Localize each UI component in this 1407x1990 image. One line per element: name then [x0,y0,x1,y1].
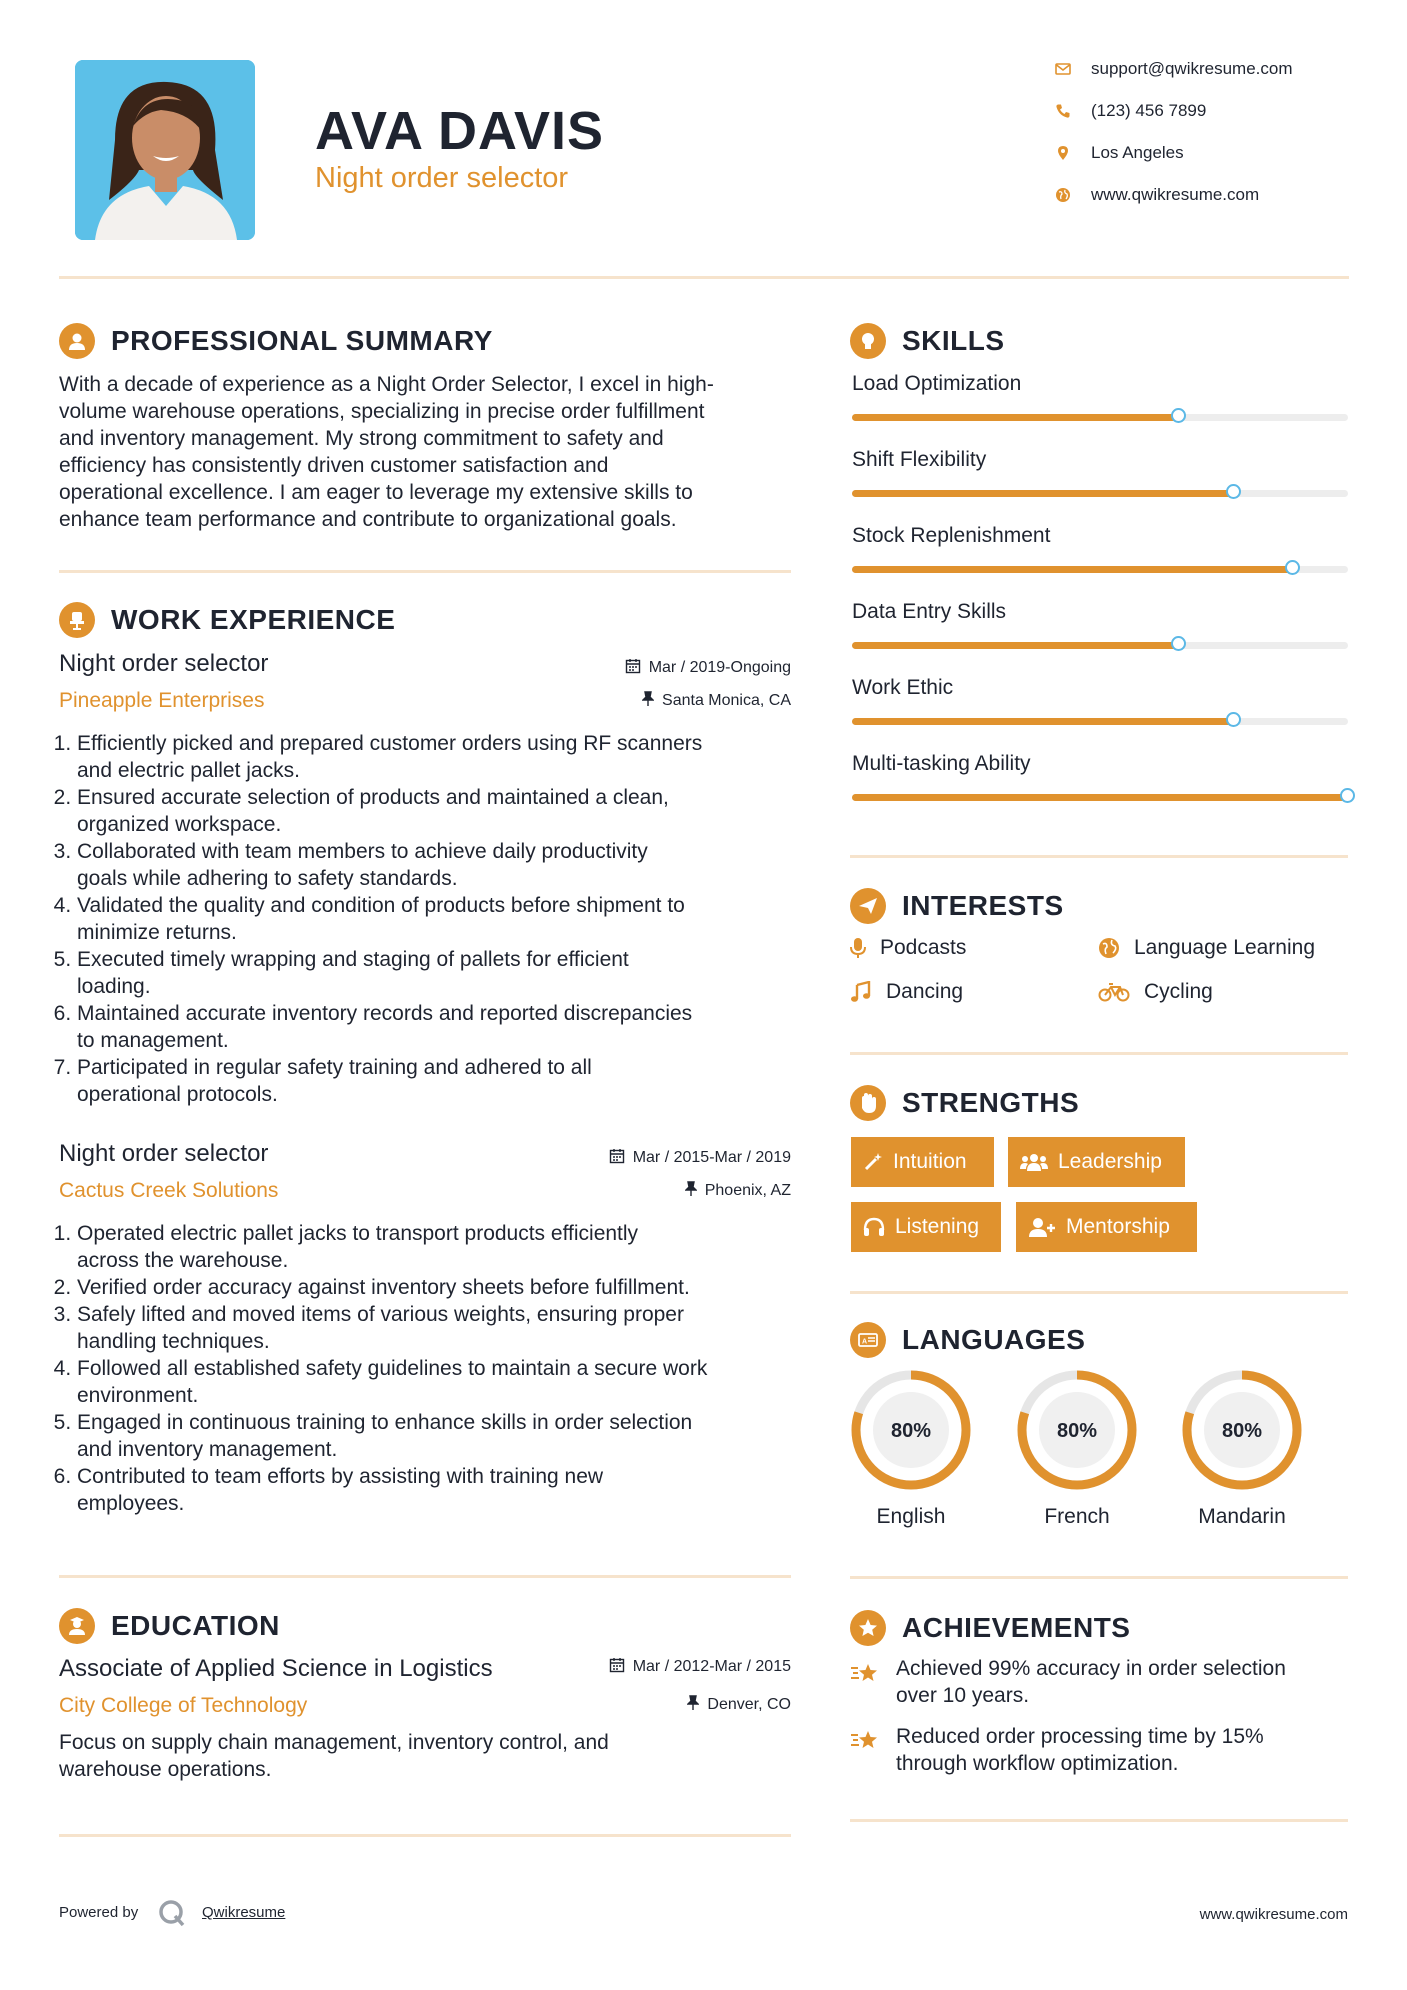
pushpin-icon [642,691,654,707]
experience-heading [59,602,395,638]
magic-wand-icon [863,1152,883,1172]
skill-label: Data Entry Skills [852,600,1007,623]
skill-label: Multi-tasking Ability [852,752,1031,775]
candidate-name: AVA DAVIS [315,101,605,161]
skill-level-knob [1171,636,1186,651]
headphones-icon [863,1217,885,1237]
svg-text:A: A [862,1338,868,1346]
interest-label: Podcasts [880,936,967,959]
skill-bar [852,414,1348,421]
job-date [625,658,791,677]
language-name: French [1044,1505,1110,1528]
strengths-heading [850,1085,1079,1121]
job-date-text: Mar / 2019-Ongoing [648,659,791,676]
job-duties [59,1220,822,1517]
calendar-icon [609,1148,625,1164]
users-icon [1020,1152,1048,1172]
skill-bar [852,566,1348,573]
strengths-divider [850,1291,1348,1294]
duty-item: 1. Efficiently picked and prepared customer orders using RF scanners and electric pallet jacks. [77,730,822,784]
pushpin-icon [687,1695,699,1711]
school-name: City College of Technology [59,1694,308,1717]
language-name: English [876,1505,946,1528]
globe-icon [1098,937,1120,959]
strength-badge-listening [851,1202,1001,1252]
summary-line: efficiency has consistently driven customer satisfaction and [59,454,609,477]
experience-title: WORK EXPERIENCE [111,604,396,635]
language-percent: 80% [1056,1420,1098,1442]
duty-item: 6. Contributed to team efforts by assisting with training new employees. [77,1463,822,1517]
briefcase-chair-icon [59,602,95,638]
language-percent: 80% [1221,1420,1263,1442]
strength-label: Listening [895,1215,980,1238]
interest-dancing [850,980,963,1004]
language-name: Mandarin [1198,1505,1286,1528]
candidate-title: Night order selector [315,162,569,194]
calendar-icon [625,658,641,674]
duty-item: 1. Operated electric pallet jacks to transport products efficiently across the warehouse. [77,1220,822,1274]
lightbulb-icon [850,323,886,359]
strength-label: Mentorship [1066,1215,1170,1238]
company-name: Pineapple Enterprises [59,689,265,712]
experience-divider [59,1575,791,1578]
summary-line: With a decade of experience as a Night Order Selector, I excel in high- [59,373,714,396]
skill-label: Work Ethic [852,676,954,699]
skill-level-knob [1340,788,1355,803]
pushpin-icon [685,1181,697,1197]
strength-label: Leadership [1058,1150,1162,1173]
interest-label: Language Learning [1134,936,1316,959]
email-text: support@qwikresume.com [1091,59,1293,78]
summary-title: PROFESSIONAL SUMMARY [111,325,493,356]
education-date [609,1657,791,1676]
skill-bar-fill [852,490,1234,497]
map-pin-icon [1055,145,1071,161]
interest-label: Dancing [886,980,964,1003]
skill-label: Shift Flexibility [852,448,987,471]
profile-photo [75,60,255,240]
skill-bar-fill [852,794,1348,801]
skill-bar [852,718,1348,725]
skills-title: SKILLS [902,325,1005,356]
skill-bar-fill [852,718,1234,725]
interest-language-learning [1098,936,1315,960]
interest-podcasts [850,936,966,960]
duty-item: 5. Engaged in continuous training to enhance skills in order selection and inventory management. [77,1409,822,1463]
skill-level-knob [1226,712,1241,727]
summary-line: operational excellence. I am eager to leverage my extensive skills to [59,481,693,504]
summary-line: enhance team performance and contribute to organizational goals. [59,508,677,531]
job-date [609,1148,791,1167]
footer-website[interactable]: www.qwikresume.com [1199,1906,1348,1923]
achievement-item: Reduced order processing time by 15% through workflow optimization. [896,1725,1264,1775]
strength-badge-mentorship [1016,1202,1197,1252]
education-location [687,1695,791,1714]
qwikresume-logo-icon [157,1898,187,1928]
strength-badge-leadership [1008,1137,1185,1187]
education-date-text: Mar / 2012-Mar / 2015 [632,1658,791,1675]
language-percent: 80% [890,1420,932,1442]
achievements-divider [850,1819,1348,1822]
duty-item: 2. Verified order accuracy against inventory sheets before fulfillment. [77,1274,822,1301]
duty-item: 4. Validated the quality and condition of products before shipment to minimize returns. [77,892,822,946]
education-line: Focus on supply chain management, inventory control, and [59,1731,609,1754]
interests-heading [850,888,1064,924]
languages-divider [850,1576,1348,1579]
education-heading [59,1608,280,1644]
summary-line: and inventory management. My strong commitment to safety and [59,427,664,450]
job-location [685,1181,791,1200]
powered-by-text: Powered by [59,1904,139,1921]
duty-item: 6. Maintained accurate inventory records and reported discrepancies to management. [77,1000,822,1054]
job-date-text: Mar / 2015-Mar / 2019 [632,1149,791,1166]
star-badge-icon [850,1610,886,1646]
achievements-heading [850,1610,1130,1646]
duty-item: 4. Followed all established safety guidelines to maintain a secure work environment. [77,1355,822,1409]
interest-label: Cycling [1144,980,1213,1003]
job-title: Night order selector [59,1140,269,1167]
summary-text [59,371,799,533]
degree-title: Associate of Applied Science in Logistics [59,1655,493,1682]
achievements-title: ACHIEVEMENTS [902,1612,1131,1643]
duty-item: 5. Executed timely wrapping and staging of pallets for efficient loading. [77,946,822,1000]
skill-bar [852,490,1348,497]
duty-item: 3. Collaborated with team members to achieve daily productivity goals while adhering to safety standards. [77,838,822,892]
microphone-icon [850,937,866,959]
achievement-item: Achieved 99% accuracy in order selection over 10 years. [896,1657,1286,1707]
skill-label: Stock Replenishment [852,524,1051,547]
shooting-star-icon [850,1660,880,1688]
skill-bar [852,642,1348,649]
bicycle-icon [1098,982,1130,1002]
skill-label: Load Optimization [852,372,1022,395]
languages-heading [850,1322,1085,1358]
interests-title: INTERESTS [902,890,1064,921]
globe-icon [1055,187,1071,203]
job-location [642,691,791,710]
skill-bar-fill [852,566,1293,573]
location-text: Los Angeles [1091,143,1184,162]
education-title: EDUCATION [111,1610,280,1641]
calendar-icon [609,1657,625,1673]
summary-heading [59,323,493,359]
user-plus-icon [1028,1217,1056,1237]
phone-icon [1055,103,1071,119]
company-name: Cactus Creek Solutions [59,1179,279,1202]
language-ring [1016,1369,1138,1491]
user-icon [59,323,95,359]
skills-divider [850,855,1348,858]
skill-level-knob [1226,484,1241,499]
language-ring [850,1369,972,1491]
graduate-icon [59,1608,95,1644]
music-note-icon [850,981,872,1003]
duty-item: 3. Safely lifted and moved items of various weights, ensuring proper handling techniques. [77,1301,822,1355]
interest-cycling [1098,980,1213,1004]
job-location-text: Phoenix, AZ [704,1182,791,1199]
skill-level-knob [1285,560,1300,575]
strength-badge-intuition [851,1137,994,1187]
duty-item: 2. Ensured accurate selection of products and maintained a clean, organized workspace. [77,784,822,838]
header-divider [59,276,1349,279]
job-location-text: Santa Monica, CA [662,692,791,709]
language-ring [1181,1369,1303,1491]
summary-line: volume warehouse operations, specializing in precise order fulfillment [59,400,705,423]
duty-item: 7. Participated in regular safety training and adhered to all operational protocols. [77,1054,822,1108]
skill-bar-fill [852,642,1179,649]
phone-text: (123) 456 7899 [1091,101,1207,120]
website-text: www.qwikresume.com [1091,185,1260,204]
summary-divider [59,570,791,573]
skill-bar [852,794,1348,801]
id-card-icon [850,1322,886,1358]
hand-icon [850,1085,886,1121]
languages-title: LANGUAGES [902,1324,1086,1355]
job-title: Night order selector [59,650,269,677]
shooting-star-icon [850,1727,880,1755]
education-location-text: Denver, CO [707,1696,791,1713]
education-line: warehouse operations. [59,1758,272,1781]
interests-divider [850,1052,1348,1055]
strength-label: Intuition [893,1150,967,1173]
education-divider [59,1834,791,1837]
skills-heading [850,323,1005,359]
paper-plane-icon [850,888,886,924]
job-duties [59,730,822,1108]
strengths-title: STRENGTHS [902,1087,1080,1118]
envelope-icon [1055,61,1071,77]
qwikresume-link[interactable]: Qwikresume [202,1904,286,1921]
education-description [59,1729,799,1783]
skill-level-knob [1171,408,1186,423]
skill-bar-fill [852,414,1179,421]
